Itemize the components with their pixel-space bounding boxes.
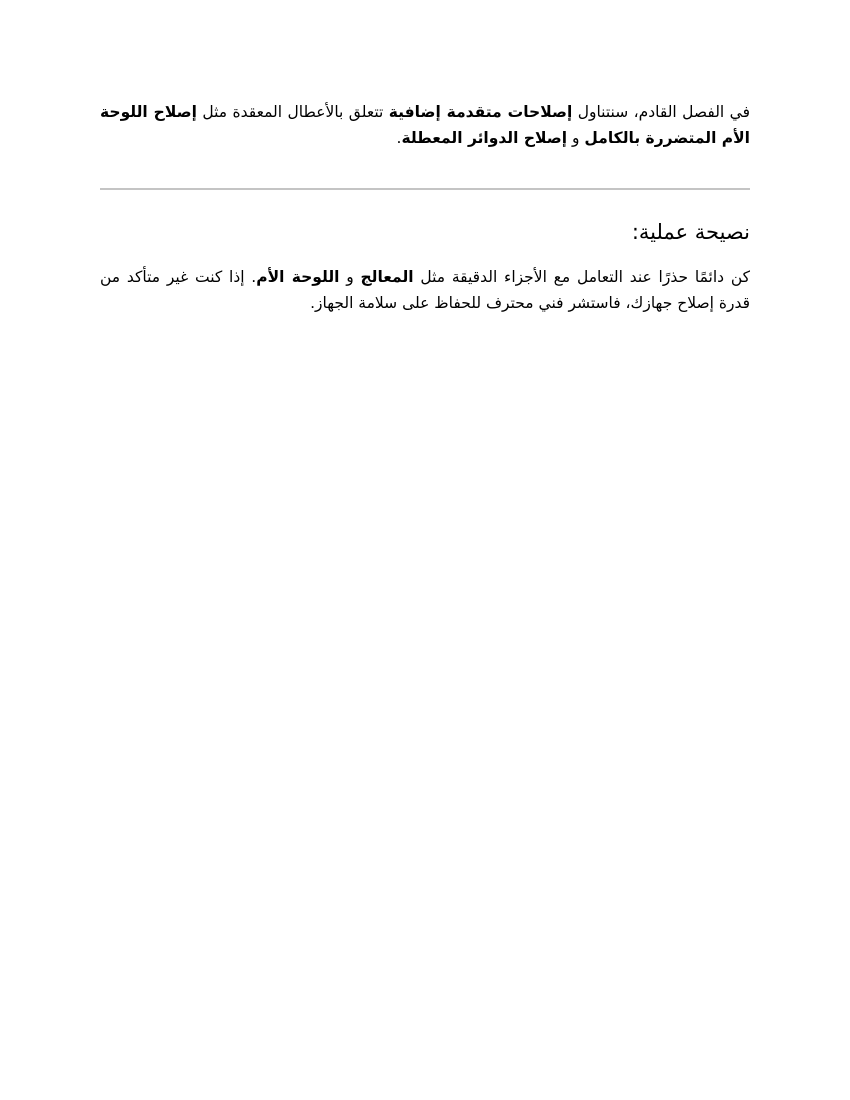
intro-paragraph bbox=[100, 99, 750, 151]
tip-text-3: . إذا كنت غير متأكد من قدرة إصلاح جهازك، فاستشر فني محترف للحفاظ على سلامة الجهاز. bbox=[100, 268, 750, 312]
tip-bold-processor: المعالج bbox=[360, 268, 414, 286]
intro-bold-advanced-repairs: إصلاحات متقدمة إضافية bbox=[388, 103, 573, 121]
intro-text-2: تتعلق بالأعطال المعقدة مثل bbox=[196, 103, 389, 121]
document-page bbox=[100, 0, 750, 1100]
tip-heading: نصيحة عملية: bbox=[631, 220, 750, 244]
tip-bold-motherboard: اللوحة الأم bbox=[256, 268, 340, 286]
tip-paragraph bbox=[100, 264, 750, 316]
section-divider bbox=[100, 188, 750, 190]
intro-bold-motherboard-repair: إصلاح اللوحة الأم المتضررة بالكامل bbox=[100, 103, 750, 147]
tip-text-2: و bbox=[339, 268, 361, 286]
intro-bold-circuit-repair: إصلاح الدوائر المعطلة bbox=[401, 129, 568, 147]
intro-text-4: . bbox=[396, 129, 402, 147]
intro-text-3: و bbox=[567, 129, 585, 147]
intro-text-1: في الفصل القادم، سنتناول bbox=[572, 103, 751, 121]
tip-text-1: كن دائمًا حذرًا عند التعامل مع الأجزاء الدقيقة مثل bbox=[413, 268, 750, 286]
